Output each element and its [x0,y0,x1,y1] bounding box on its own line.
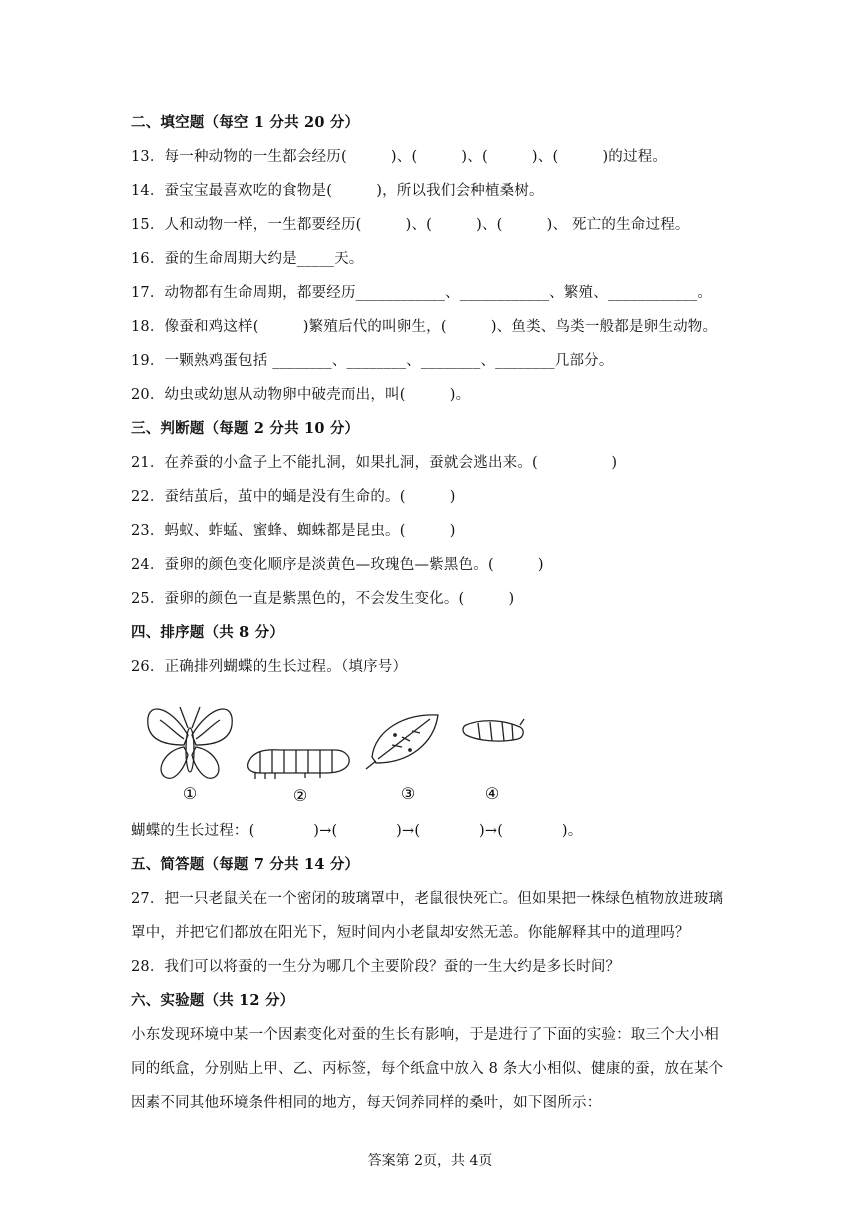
experiment-text-line-2: 同的纸盒，分别贴上甲、乙、丙标签，每个纸盒中放入 8 条大小相似、健康的蚕，放在某个 [131,1061,724,1077]
question-19: 19．一颗熟鸡蛋包括 ________、________、________、________几部分。 [131,353,614,369]
question-23: 23．蚂蚁、蚱蜢、蜜蜂、蜘蛛都是昆虫。( ) [131,523,456,539]
question-13: 13．每一种动物的一生都会经历( )、( )、( )、( )的过程。 [131,149,668,165]
section-heading-judge: 三、判断题（每题 2 分共 10 分） [131,420,360,437]
section-heading-short-answer: 五、简答题（每题 7 分共 14 分） [131,856,360,873]
figure-label-3: ③ [400,784,416,803]
page-footer: 答案第 2页，共 4页 [367,1153,493,1169]
question-16: 16．蚕的生命周期大约是_____天。 [131,251,364,267]
question-24: 24．蚕卵的颜色变化顺序是淡黄色—玫瑰色—紫黑色。( ) [131,557,544,573]
caterpillar-image [248,750,350,779]
question-26-answer-line: 蝴蝶的生长过程：( )→( )→( )→( )。 [131,823,583,839]
figure-label-1: ① [182,784,198,803]
question-28: 28．我们可以将蚕的一生分为哪几个主要阶段？蚕的一生大约是多长时间？ [131,959,621,975]
experiment-text-line-1: 小东发现环境中某一个因素变化对蚕的生长有影响，于是进行了下面的实验：取三个大小相 [131,1027,719,1043]
question-15: 15．人和动物一样，一生都要经历( )、( )、( )、 死亡的生命过程。 [131,217,690,233]
question-22: 22．蚕结茧后，茧中的蛹是没有生命的。( ) [131,489,456,505]
question-21: 21．在养蚕的小盒子上不能扎洞，如果扎洞，蚕就会逃出来。( ) [131,455,618,471]
section-heading-order: 四、排序题（共 8 分） [131,624,285,641]
butterfly-lifecycle-figure [140,695,540,810]
experiment-text-line-3: 因素不同其他环境条件相同的地方，每天饲养同样的桑叶，如下图所示： [131,1095,602,1111]
leaf-with-eggs-image [366,715,438,769]
question-27-line-1: 27．把一只老鼠关在一个密闭的玻璃罩中，老鼠很快死亡。但如果把一株绿色植物放进玻璃 [131,891,724,907]
question-14: 14．蚕宝宝最喜欢吃的食物是( )，所以我们会种植桑树。 [131,183,544,199]
question-25: 25．蚕卵的颜色一直是紫黑色的，不会发生变化。( ) [131,591,515,607]
figure-label-4: ④ [484,784,500,803]
section-heading-experiment: 六、实验题（共 12 分） [131,992,295,1009]
section-heading-fill-blank: 二、填空题（每空 1 分共 20 分） [131,114,360,131]
question-26: 26．正确排列蝴蝶的生长过程。（填序号） [131,659,408,675]
question-27-line-2: 罩中，并把它们都放在阳光下，短时间内小老鼠却安然无恙。你能解释其中的道理吗？ [131,925,690,941]
question-17: 17．动物都有生命周期，都要经历____________、____________、繁殖、____________。 [131,285,713,301]
question-20: 20．幼虫或幼崽从动物卵中破壳而出，叫( )。 [131,387,471,403]
figure-label-2: ② [292,786,308,805]
chrysalis-image [463,719,524,741]
butterfly-image [148,707,232,778]
question-18: 18．像蚕和鸡这样( )繁殖后代的叫卵生，( )、鱼类、鸟类一般都是卵生动物。 [131,319,718,335]
